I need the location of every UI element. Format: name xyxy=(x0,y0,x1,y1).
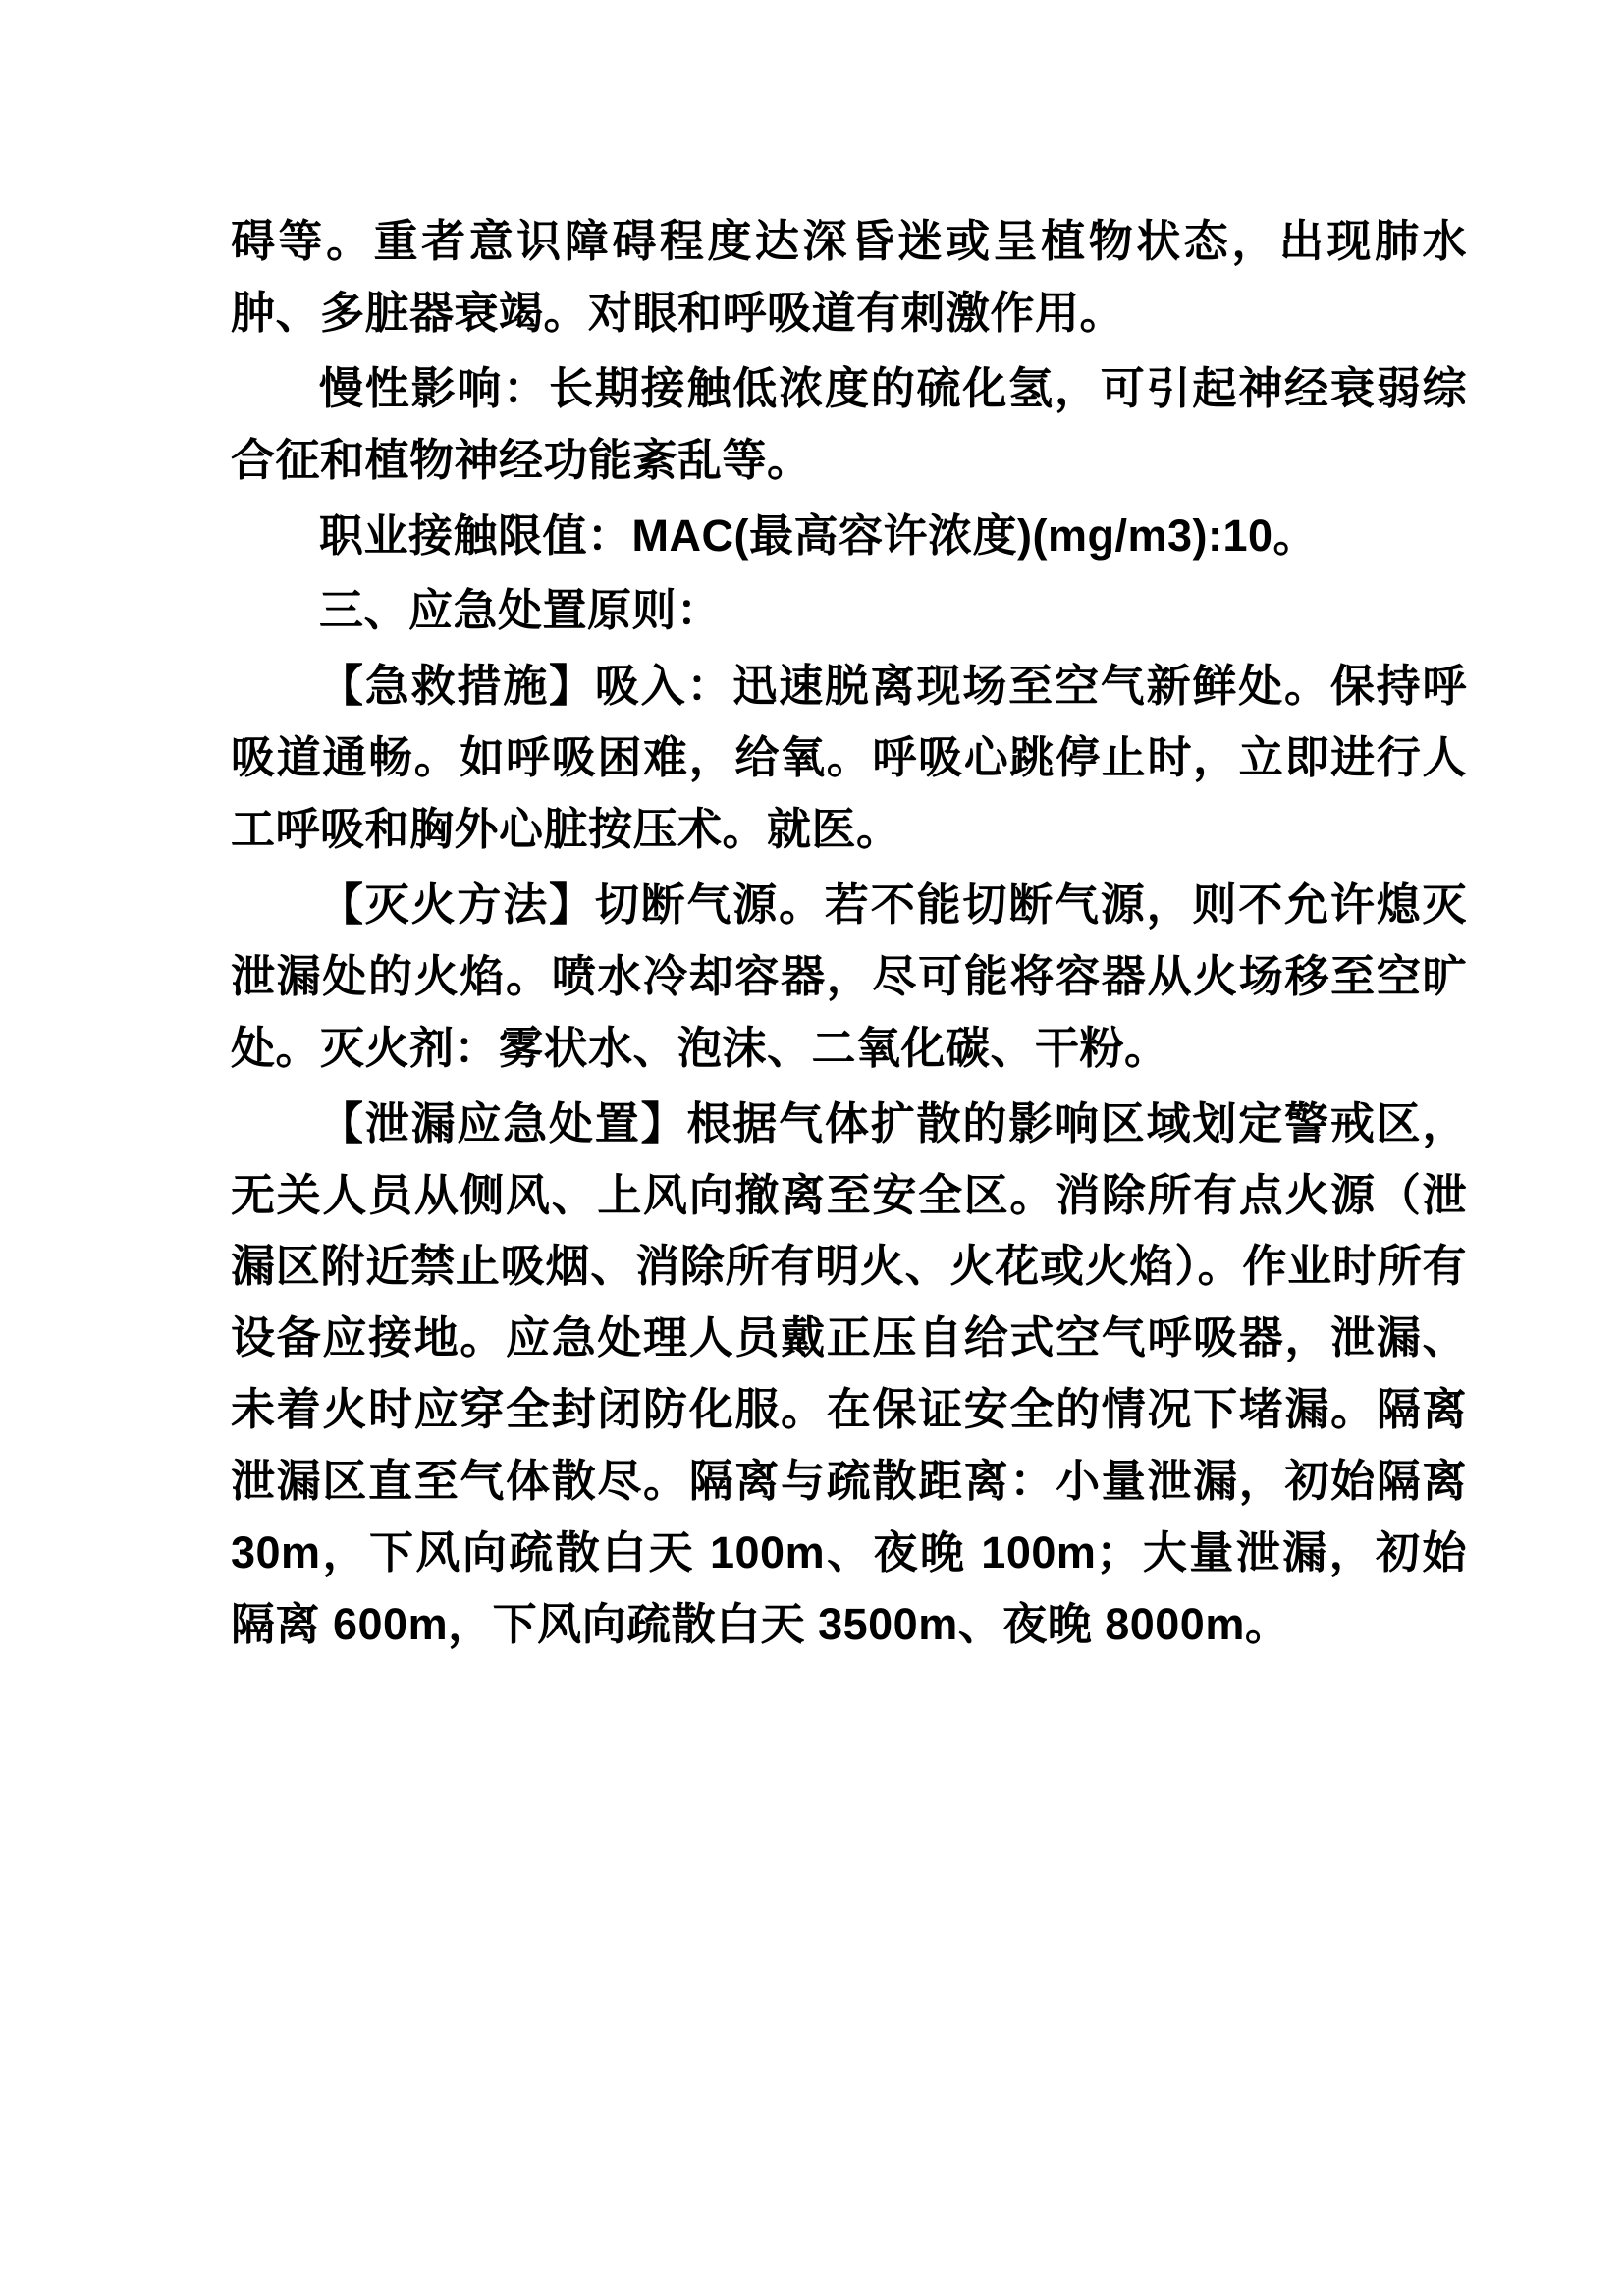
paragraph-leak-response: 【泄漏应急处置】根据气体扩散的影响区域划定警戒区，无关人员从侧风、上风向撤离至安全区。消除所有点火源（泄漏区附近禁止吸烟、消除所有明火、火花或火焰）。作业时所有设备应接地。应急处理人员戴正压自给式空气呼吸器，泄漏、未着火时应穿全封闭防化服。在保证安全的情况下堵漏。隔离泄漏区直至气体散尽。隔离与疏散距离：小量泄漏，初始隔离 30m，下风向疏散白天 100m、夜晚 100m；大量泄漏，初始隔离 600m，下风向疏散白天 3500m、夜晚 8000m。 xyxy=(231,1097,1467,1649)
document-body xyxy=(231,206,1467,1661)
heading-emergency-principles: 三、应急处置原则： xyxy=(319,585,722,636)
paragraph-first-aid: 【急救措施】吸入：迅速脱离现场至空气新鲜处。保持呼吸道通畅。如呼吸困难，给氧。呼吸心跳停止时，立即进行人工呼吸和胸外心脏按压术。就医。 xyxy=(231,661,1467,855)
paragraph-exposure-limit: 职业接触限值：MAC(最高容许浓度)(mg/m3):10。 xyxy=(319,509,1319,561)
paragraph-fire-fighting: 【灭火方法】切断气源。若不能切断气源，则不允许熄灭泄漏处的火焰。喷水冷却容器，尽可能将容器从火场移至空旷处。灭火剂：雾状水、泡沫、二氧化碳、干粉。 xyxy=(231,880,1467,1073)
paragraph-chronic-effects: 慢性影响：长期接触低浓度的硫化氢，可引起神经衰弱综合征和植物神经功能紊乱等。 xyxy=(231,362,1467,485)
paragraph-continuation: 碍等。重者意识障碍程度达深昏迷或呈植物状态，出现肺水肿、多脏器衰竭。对眼和呼吸道有刺激作用。 xyxy=(231,216,1467,338)
